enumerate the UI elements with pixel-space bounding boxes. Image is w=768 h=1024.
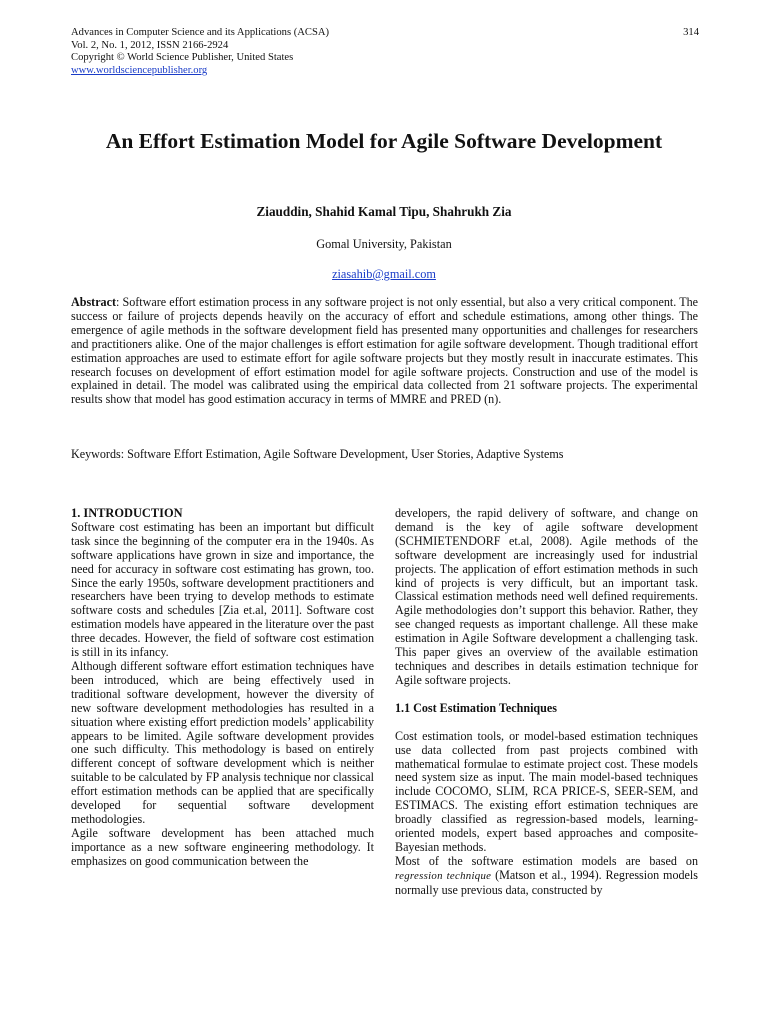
journal-name: Advances in Computer Science and its Applications (ACSA): [71, 27, 330, 38]
section-heading-introduction: 1. INTRODUCTION: [71, 506, 183, 520]
author-affiliation: Gomal University, Pakistan: [316, 237, 452, 251]
left-column: [71, 507, 374, 869]
intro-paragraph-1: Software cost estimating has been an important but difficult task since the beginning of the computer era in the 1940s. As software applications have grown in size and importance, the need for accuracy in software cost estimating has grown, too. Since the early 1950s, software development practitioners and researchers have been trying to develop methods to estimate software costs and schedules [Zia et.al, 2011]. Software cost estimation models have appeared in the literature over the past three decades. However, the field of software cost estimation is still in its infancy.: [71, 519, 374, 660]
email-link[interactable]: ziasahib@gmail.com: [332, 267, 436, 281]
subsection-heading-cost-estimation: 1.1 Cost Estimation Techniques: [395, 700, 557, 715]
page-number: 314: [683, 27, 699, 38]
paper-authors: Ziauddin, Shahid Kamal Tipu, Shahrukh Zia: [256, 204, 512, 219]
paper-title: An Effort Estimation Model for Agile Software Development: [105, 129, 663, 153]
journal-url-link[interactable]: www.worldsciencepublisher.org: [71, 64, 208, 76]
abstract: [71, 296, 698, 407]
intro-paragraph-3: Agile software development has been attached much importance as a new software engineering methodology. It emphasizes on good communication between the: [71, 825, 374, 868]
intro-paragraph-4: developers, the rapid delivery of software, and change on demand is the key of agile software development (SCHMIETENDORF et.al, 2008). Agile methods of the software development are increasingly used for industrial projects. The application of effort estimation methods in such kind of projects is very difficult, but an important task. Classical estimation methods need well defined requirements. Agile methodologies don’t support this behavior. Rather, they see changed requests as important challenge. All these make estimation in Agile Software development a challenging task. This paper gives an overview of the available estimation techniques and describes in details estimation technique for Agile software projects.: [395, 506, 698, 687]
cost-paragraph-2-start: Most of the software estimation models are based on: [395, 853, 698, 868]
abstract-label: Abstract: [71, 295, 117, 309]
journal-volume: Vol. 2, No. 1, 2012, ISSN 2166-2924: [71, 39, 229, 51]
regression-technique-term: regression technique: [395, 869, 492, 882]
abstract-text: : Software effort estimation process in any software project is not only essential, but also a very critical component. The success or failure of projects depends heavily on the accuracy of effort and schedule estimations, among other things. The emergence of agile methods in the software development field has presented many opportunities and challenges for researchers and practitioners alike. One of the major challenges is effort estimation for agile software development. Though traditional effort estimation approaches are used to estimate effort for agile software projects but they mostly result in inaccurate estimates. This research focuses on development of effort estimation model for agile software projects. Construction and use of the model is explained in detail. The model was calibrated using the empirical data collected from 21 software projects. The experimental results show that model has good estimation accuracy in terms of MMRE and PRED (n).: [71, 295, 698, 407]
cost-paragraph-2: [395, 855, 698, 898]
author-email: [40, 267, 728, 282]
journal-header: [71, 27, 699, 77]
cost-paragraph-1: Cost estimation tools, or model-based estimation techniques use data collected from past projects combined with mathematical formulae to estimate project cost. These models need system size as input. The main model-based techniques include COCOMO, SLIM, RCA PRICE-S, SEER-SEM, and ESTIMACS. The existing effort estimation techniques are broadly classified as regression-based models, learning-oriented models, expert based approaches and composite-Bayesian methods.: [395, 728, 698, 854]
intro-paragraph-2: Although different software effort estimation techniques have been introduced, which are being effectively used in traditional software development, however the diversity of new software development methodologies has resulted in a situation where existing effort prediction models’ applicability appears to be limited. Agile software development provides one such difficulty. This methodology is based on entirely different concept of software development which is neither suitable to be calculated by FP analysis technique nor classical effort estimation methods can be applied that are specifically developed for sequential software development methodologies.: [71, 658, 374, 826]
journal-copyright: Copyright © World Science Publisher, United States: [71, 52, 294, 64]
cost-paragraph-2-end: (Matson et al., 1994). Regression models normally use previous data, constructed by: [395, 867, 698, 897]
keywords: Keywords: Software Effort Estimation, Agile Software Development, User Stories, Adaptive Systems: [71, 447, 564, 461]
right-column: [395, 507, 698, 898]
